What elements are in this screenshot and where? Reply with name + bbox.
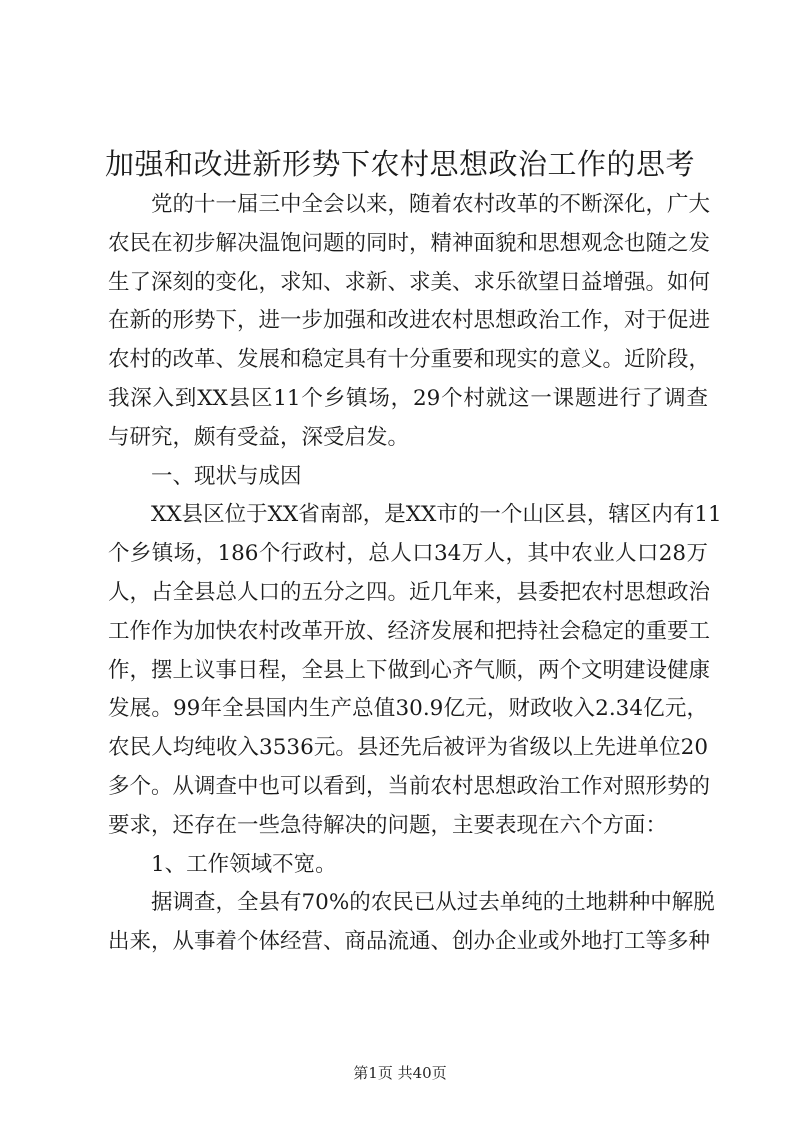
paragraph-line: 人，占全县总人口的五分之四。近几年来，县委把农村思想政治	[108, 579, 711, 605]
subsection-heading: 1、工作领域不宽。	[151, 851, 337, 877]
paragraph-line: 我深入到XX县区11个乡镇场，29个村就这一课题进行了调查	[108, 385, 708, 411]
paragraph-line: 农民人均纯收入3536元。县还先后被评为省级以上先进单位20	[108, 735, 708, 761]
paragraph-line: 党的十一届三中全会以来，随着农村改革的不断深化，广大	[151, 192, 711, 217]
document-title: 加强和改进新形势下农村思想政治工作的思考	[104, 147, 695, 181]
paragraph-line: 作，摆上议事日程，全县上下做到心齐气顺，两个文明建设健康	[108, 657, 711, 683]
paragraph-line: 与研究，颇有受益，深受启发。	[108, 424, 410, 450]
section-heading: 一、现状与成因	[151, 463, 302, 489]
paragraph-line: XX县区位于XX省南部，是XX市的一个山区县，辖区内有11	[151, 502, 722, 528]
paragraph-line: 工作作为加快农村改革开放、经济发展和把持社会稳定的重要工	[108, 618, 711, 644]
paragraph-line: 个乡镇场，186个行政村，总人口34万人，其中农业人口28万	[108, 541, 708, 567]
paragraph-line: 出来，从事着个体经营、商品流通、创办企业或外地打工等多种	[108, 929, 711, 955]
paragraph-line: 农村的改革、发展和稳定具有十分重要和现实的意义。近阶段，	[108, 347, 711, 373]
document-body	[108, 186, 722, 962]
page-footer: 第1页 共40页	[353, 1064, 447, 1082]
paragraph-line: 多个。从调查中也可以看到，当前农村思想政治工作对照形势的	[108, 773, 711, 799]
paragraph-line: 在新的形势下，进一步加强和改进农村思想政治工作，对于促进	[108, 308, 711, 334]
paragraph-line: 据调查，全县有70%的农民已从过去单纯的土地耕种中解脱	[151, 890, 715, 916]
paragraph-line: 生了深刻的变化，求知、求新、求美、求乐欲望日益增强。如何	[108, 269, 711, 295]
paragraph-line: 要求，还存在一些急待解决的问题，主要表现在六个方面：	[108, 812, 668, 838]
paragraph-line: 农民在初步解决温饱问题的同时，精神面貌和思想观念也随之发	[108, 230, 711, 256]
paragraph-line: 发展。99年全县国内生产总值30.9亿元，财政收入2.34亿元，	[108, 696, 708, 722]
